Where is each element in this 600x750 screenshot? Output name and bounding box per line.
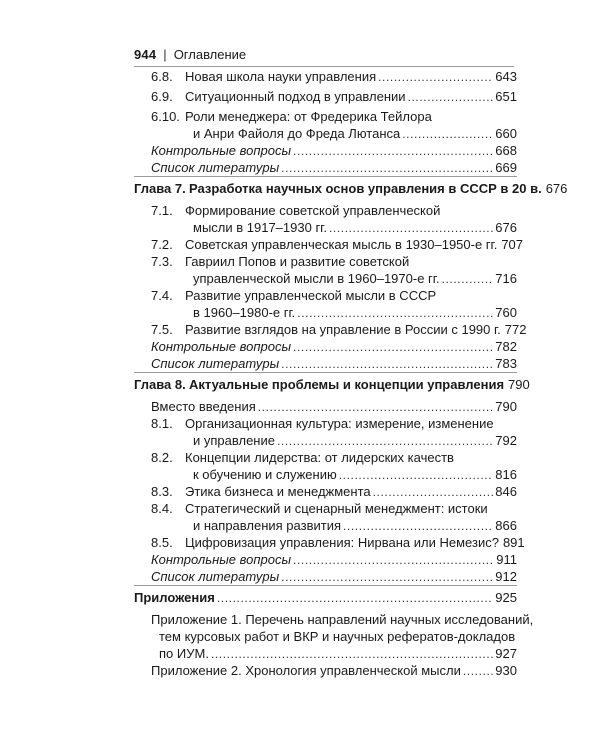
toc-page-number: 651	[495, 89, 517, 104]
toc-entry-title: Контрольные вопросы	[151, 552, 292, 567]
section-divider	[134, 176, 517, 177]
dot-leader	[402, 126, 493, 143]
toc-entry-title-continued: к обучению и служению	[193, 467, 337, 482]
toc-entry-title: Список литературы	[151, 160, 280, 175]
running-header	[134, 45, 246, 65]
toc-entry-title: Приложение 2. Хронология управленческой мысли	[151, 663, 461, 678]
toc-entry	[151, 253, 517, 287]
toc-entry-title: Советская управленческая мысль в 1930–1950-е гг.	[185, 237, 498, 252]
dot-leader	[297, 305, 493, 322]
dot-leader	[408, 89, 494, 106]
toc-page-number: 927	[495, 646, 517, 661]
toc-page-number: 772	[504, 322, 527, 337]
toc-entry-title: Цифровизация управления: Нирвана или Немезис?	[185, 535, 499, 550]
toc-entry	[151, 551, 517, 568]
page-number: 944	[134, 47, 157, 62]
toc-entry	[151, 568, 517, 585]
toc-entry	[151, 159, 517, 176]
toc-entry-title: Приложение 1. Перечень направлений научных исследований,	[151, 612, 534, 627]
toc-page-number: 911	[496, 552, 517, 567]
toc-page-number: 643	[495, 69, 517, 84]
toc-page-number: 707	[501, 237, 524, 252]
toc-page-number: 790	[495, 399, 517, 414]
dot-leader	[442, 271, 494, 288]
toc-entry-title: Концепции лидерства: от лидерских качеств	[185, 450, 454, 465]
toc-entry-title-continued: и направления развития	[193, 518, 341, 533]
toc-page-number: 846	[495, 484, 517, 499]
dot-leader	[277, 433, 493, 450]
toc-entry-number: 6.9.	[151, 89, 173, 104]
toc-page-number: 891	[502, 535, 525, 550]
toc-entry-number: 8.5.	[151, 535, 173, 550]
toc-page-number: 676	[495, 220, 517, 235]
dot-leader	[281, 356, 493, 373]
toc-page-number: 716	[495, 271, 517, 286]
header-rule	[134, 66, 514, 67]
toc-entry-number: 7.2.	[151, 237, 173, 252]
toc-entry-title: Новая школа науки управления	[185, 69, 377, 84]
toc-page-number: 912	[495, 569, 517, 584]
toc-entry-title: Формирование советской управленческой	[185, 203, 441, 218]
toc-entry-title: Список литературы	[151, 569, 280, 584]
toc-entry-number: 7.3.	[151, 254, 173, 269]
toc-entry-title: Список литературы	[151, 356, 280, 371]
toc-entry-number: 7.4.	[151, 288, 173, 303]
toc-entry	[151, 287, 517, 321]
dot-leader	[373, 484, 494, 501]
dot-leader	[211, 646, 493, 663]
toc-entry-title: Этика бизнеса и менеджмента	[185, 484, 371, 499]
toc-entry	[151, 398, 517, 415]
dot-leader	[281, 569, 493, 586]
toc-page-number: 866	[495, 518, 517, 533]
toc-entry	[151, 449, 517, 483]
dot-leader	[329, 220, 493, 237]
toc-entry-title: Вместо введения	[151, 399, 256, 414]
toc-entry-title-continued: по ИУМ.	[159, 646, 209, 661]
section-divider	[134, 585, 517, 586]
toc-entry	[151, 415, 517, 449]
toc-entry	[151, 662, 517, 679]
toc-page-number: 790	[508, 377, 530, 392]
toc-page-number: 669	[495, 160, 517, 175]
toc-page-number: 660	[495, 126, 517, 141]
toc-entry-title-continued: управленческой мысли в 1960–1970-е гг.	[193, 271, 440, 286]
toc-entry-number: 6.8.	[151, 69, 173, 84]
toc-entry-title: Приложения	[134, 590, 215, 605]
section-divider	[134, 372, 517, 373]
toc-page-number: 925	[495, 590, 517, 605]
toc-entry	[151, 534, 525, 551]
toc-entry-number: 8.4.	[151, 501, 173, 516]
toc-page-number: 668	[495, 143, 517, 158]
toc-entry-title: Контрольные вопросы	[151, 339, 292, 354]
toc-entry	[151, 321, 527, 338]
toc-entry-number: 7.1.	[151, 203, 173, 218]
toc-entry-title-continued: мысли в 1917–1930 гг.	[193, 220, 327, 235]
dot-leader	[217, 590, 493, 607]
toc-entry-title: Ситуационный подход в управлении	[185, 89, 406, 104]
toc-page-number: 676	[545, 181, 568, 196]
section-title: Оглавление	[173, 47, 247, 62]
toc-entry-title-continued: тем курсовых работ и ВКР и научных рефератов-докладов	[159, 629, 516, 644]
toc-entry-title: Организационная культура: измерение, изменение	[185, 416, 494, 431]
toc-entry-title: Развитие управленческой мысли в СССР	[185, 288, 437, 303]
toc-entry-title-continued: и Анри Файоля до Фреда Лютанса	[193, 126, 401, 141]
toc-entry-number: Глава 7.	[134, 181, 186, 196]
toc-entry-title: Актуальные проблемы и концепции управления	[189, 377, 505, 392]
toc-entry	[151, 355, 517, 372]
toc-entry	[151, 142, 517, 159]
toc-page-number: 930	[495, 663, 517, 678]
toc-entry-number: 7.5.	[151, 322, 173, 337]
toc-entry-title: Гавриил Попов и развитие советской	[185, 254, 410, 269]
toc-entry	[151, 500, 517, 534]
toc-entry	[151, 68, 517, 85]
toc-entry	[134, 589, 517, 606]
toc-entry	[151, 202, 517, 236]
toc-page-number: 816	[495, 467, 517, 482]
dot-leader	[339, 467, 494, 484]
toc-entry-title: Контрольные вопросы	[151, 143, 292, 158]
toc-entry	[134, 376, 530, 393]
toc-page-number: 792	[495, 433, 517, 448]
toc-page-number: 782	[495, 339, 517, 354]
dot-leader	[463, 663, 493, 680]
toc-entry-number: Глава 8.	[134, 377, 186, 392]
toc-entry	[151, 236, 524, 253]
toc-entry	[151, 338, 517, 355]
toc-entry-number: 8.3.	[151, 484, 173, 499]
dot-leader	[293, 339, 493, 356]
dot-leader	[258, 399, 494, 416]
toc-page-number: 760	[495, 305, 517, 320]
toc-entry-title: Роли менеджера: от Фредерика Тейлора	[185, 109, 432, 124]
toc-page-number: 783	[495, 356, 517, 371]
toc-entry-number: 6.10.	[151, 109, 180, 124]
toc-entry	[151, 88, 517, 105]
toc-entry	[151, 483, 517, 500]
toc-entry-title-continued: в 1960–1980-е гг.	[193, 305, 296, 320]
toc-entry-title: Развитие взглядов на управление в России с 1990 г.	[185, 322, 501, 337]
dot-leader	[281, 160, 493, 177]
dot-leader	[378, 69, 493, 86]
header-separator: |	[163, 47, 167, 62]
dot-leader	[293, 143, 493, 160]
toc-entry-title: Разработка научных основ управления в СССР в 20 в.	[189, 181, 542, 196]
toc-entry-title: Стратегический и сценарный менеджмент: истоки	[185, 501, 488, 516]
toc-entry	[151, 611, 534, 662]
toc-entry	[134, 180, 568, 197]
dot-leader	[343, 518, 493, 535]
toc-entry-title-continued: и управление	[193, 433, 275, 448]
toc-entry-number: 8.1.	[151, 416, 173, 431]
dot-leader	[293, 552, 494, 569]
toc-entry	[151, 108, 517, 142]
toc-entry-number: 8.2.	[151, 450, 173, 465]
